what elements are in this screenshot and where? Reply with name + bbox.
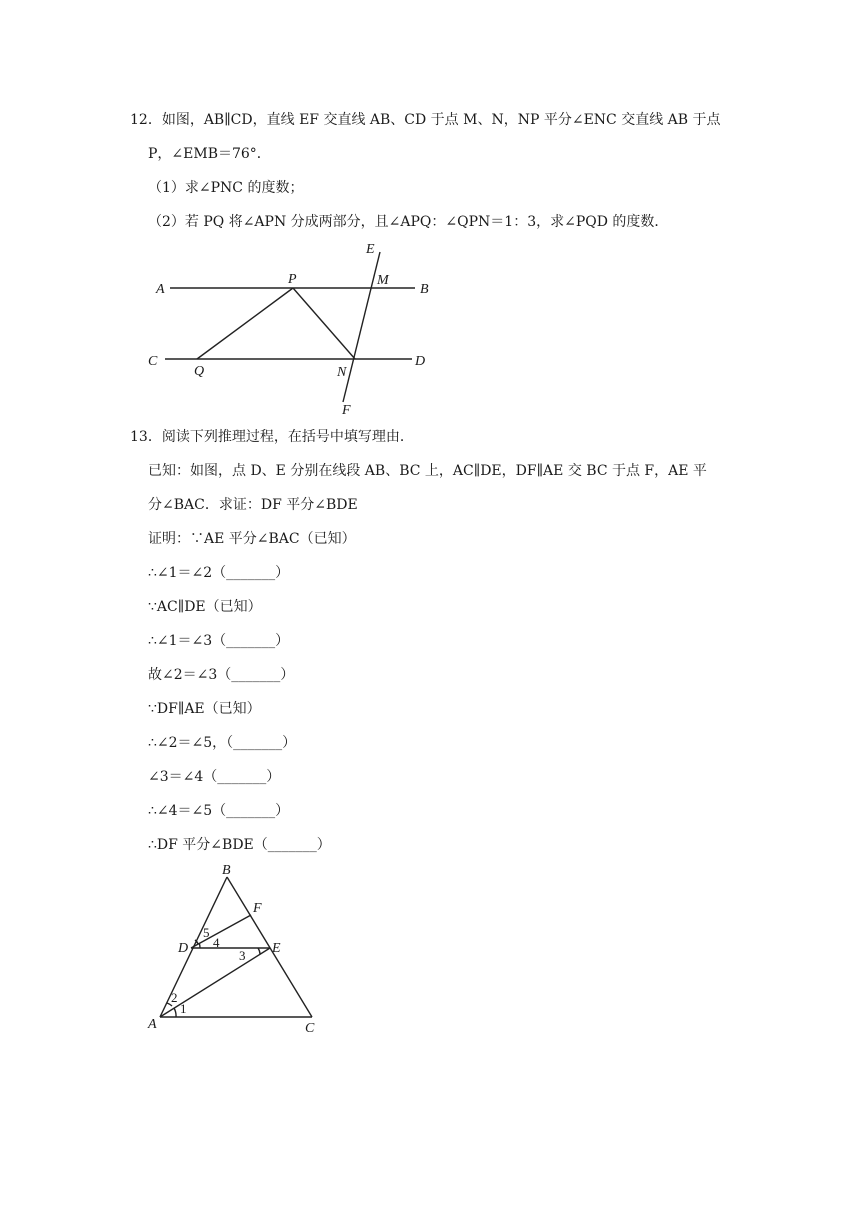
label-P: P [288, 272, 297, 287]
q13-title: 13．阅读下列推理过程，在括号中填写理由． [130, 429, 414, 445]
label-B: B [420, 282, 429, 297]
label-A: A [148, 1017, 157, 1032]
angle-arc-4 [199, 943, 200, 948]
label-F: F [342, 403, 351, 418]
proof-step: ∵AC∥DE（已知） [148, 599, 262, 615]
label-D: D [415, 354, 426, 369]
label-B: B [222, 863, 231, 878]
q12-part2: （2）若 PQ 将∠APN 分成两部分，且∠APQ：∠QPN＝1：3，求∠PQD 的度数． [148, 214, 669, 230]
proof-step: 证明：∵AE 平分∠BAC（已知） [148, 531, 356, 547]
angle-label-1: 1 [180, 1001, 187, 1016]
q13-figure [140, 860, 340, 1040]
angle-label-4: 4 [213, 935, 220, 950]
label-D: D [178, 941, 189, 956]
segment-bc [227, 877, 312, 1017]
q12-part1: （1）求∠PNC 的度数； [148, 180, 304, 196]
segment-df [191, 915, 251, 948]
label-M: M [377, 273, 389, 288]
label-A: A [156, 282, 165, 297]
q12-line1: 12．如图，AB∥CD，直线 EF 交直线 AB、CD 于点 M、N，NP 平分∠ENC 交直线 AB 于点 [130, 112, 721, 128]
angle-arc-1 [174, 1008, 176, 1017]
proof-step: ∵DF∥AE（已知） [148, 701, 261, 717]
angle-label-5: 5 [203, 925, 210, 940]
angle-label-2: 2 [171, 990, 178, 1005]
q13-given-line1: 已知：如图，点 D、E 分别在线段 AB、BC 上，AC∥DE，DF∥AE 交 BC 于点 F，AE 平 [148, 463, 707, 479]
proof-step: ∴DF 平分∠BDE（_______） [148, 837, 331, 853]
proof-step: ∴∠1＝∠3（_______） [148, 633, 290, 649]
label-F: F [253, 901, 262, 916]
proof-step: ∴∠1＝∠2（_______） [148, 565, 290, 581]
label-Q: Q [194, 364, 205, 379]
proof-step: ∴∠2＝∠5，（_______） [148, 735, 297, 751]
proof-step: ∠3＝∠4（_______） [148, 769, 281, 785]
label-C: C [305, 1021, 315, 1036]
label-N: N [337, 365, 347, 380]
angle-label-3: 3 [239, 948, 246, 963]
line-ef [343, 252, 380, 402]
q12-figure [140, 238, 450, 420]
segment-pn [293, 288, 355, 359]
proof-step: ∴∠4＝∠5（_______） [148, 803, 290, 819]
segment-pq [197, 288, 293, 359]
q12-line2: P，∠EMB＝76°． [148, 146, 271, 162]
label-E: E [366, 242, 375, 257]
q13-given-line2: 分∠BAC．求证：DF 平分∠BDE [148, 497, 358, 513]
label-C: C [148, 354, 158, 369]
angle-arc-3 [258, 948, 260, 954]
label-E: E [272, 941, 281, 956]
proof-step: 故∠2＝∠3（_______） [148, 667, 295, 683]
